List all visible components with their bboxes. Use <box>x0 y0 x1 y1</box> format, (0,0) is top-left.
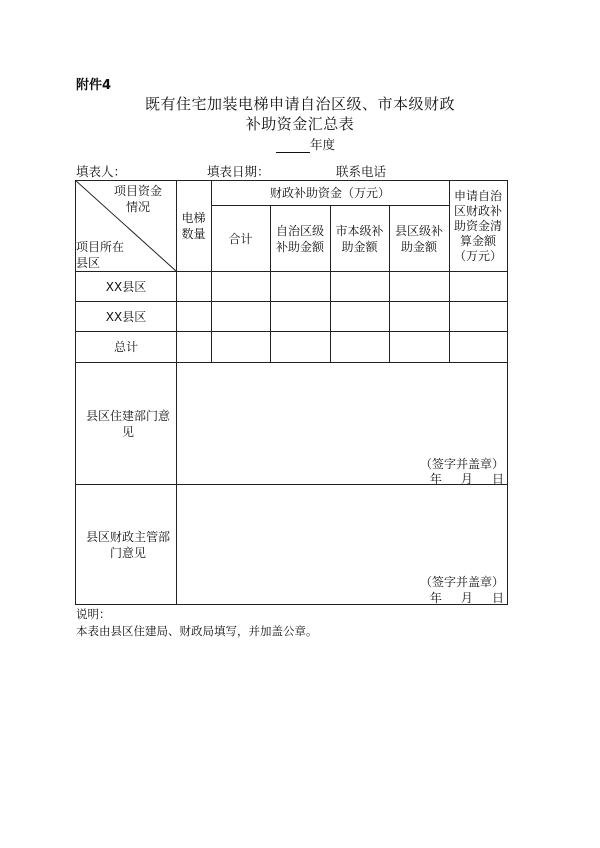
col-county-subsidy: 县区级补 助金额 <box>394 223 443 254</box>
col-region-subsidy: 自治区级 补助金额 <box>275 223 324 254</box>
attachment-label: 附件4 <box>76 78 112 93</box>
title-line-1: 既有住宅加装电梯申请自治区级、市本级财政 <box>144 95 455 113</box>
finance-dept-opinion-label: 县区财政主管部 门意见 <box>85 529 170 560</box>
corner-bottom-label: 项目所在 县区 <box>76 240 125 270</box>
col-total: 合计 <box>228 231 253 246</box>
col-subsidy-group: 财政补助资金（万元） <box>269 186 390 200</box>
housing-date: 年 月 日 <box>429 472 504 486</box>
notes-text: 本表由县区住建局、财政局填写，并加盖公章。 <box>76 624 318 638</box>
finance-sign-seal: （签字并盖章） <box>419 575 504 589</box>
table-border-right <box>507 180 508 605</box>
col-elevator-count: 电梯 数量 <box>181 211 206 241</box>
table-row-label: XX县区 <box>105 279 147 294</box>
year-suffix: 年度 <box>310 137 336 152</box>
col-apply-amount: 申请自治 区财政补 助资金清 算金额 （万元） <box>453 188 502 263</box>
housing-sign-seal: （签字并盖章） <box>419 457 504 471</box>
housing-dept-opinion-label: 县区住建部门意 见 <box>85 408 170 439</box>
year-field <box>276 135 335 153</box>
contact-phone-label: 联系电话 <box>336 164 387 179</box>
year-blank <box>276 140 310 153</box>
col-city-subsidy: 市本级补 助金额 <box>335 223 384 254</box>
fill-date-label: 填表日期： <box>207 164 270 179</box>
filler-label: 填表人： <box>76 164 127 179</box>
table-row-label: XX县区 <box>105 309 147 324</box>
table-row-label: 总计 <box>113 340 138 354</box>
title-line-2: 补助资金汇总表 <box>245 115 355 133</box>
finance-date: 年 月 日 <box>429 591 504 605</box>
notes-label: 说明： <box>76 607 111 621</box>
corner-top-label: 项目资金 情况 <box>113 184 162 214</box>
